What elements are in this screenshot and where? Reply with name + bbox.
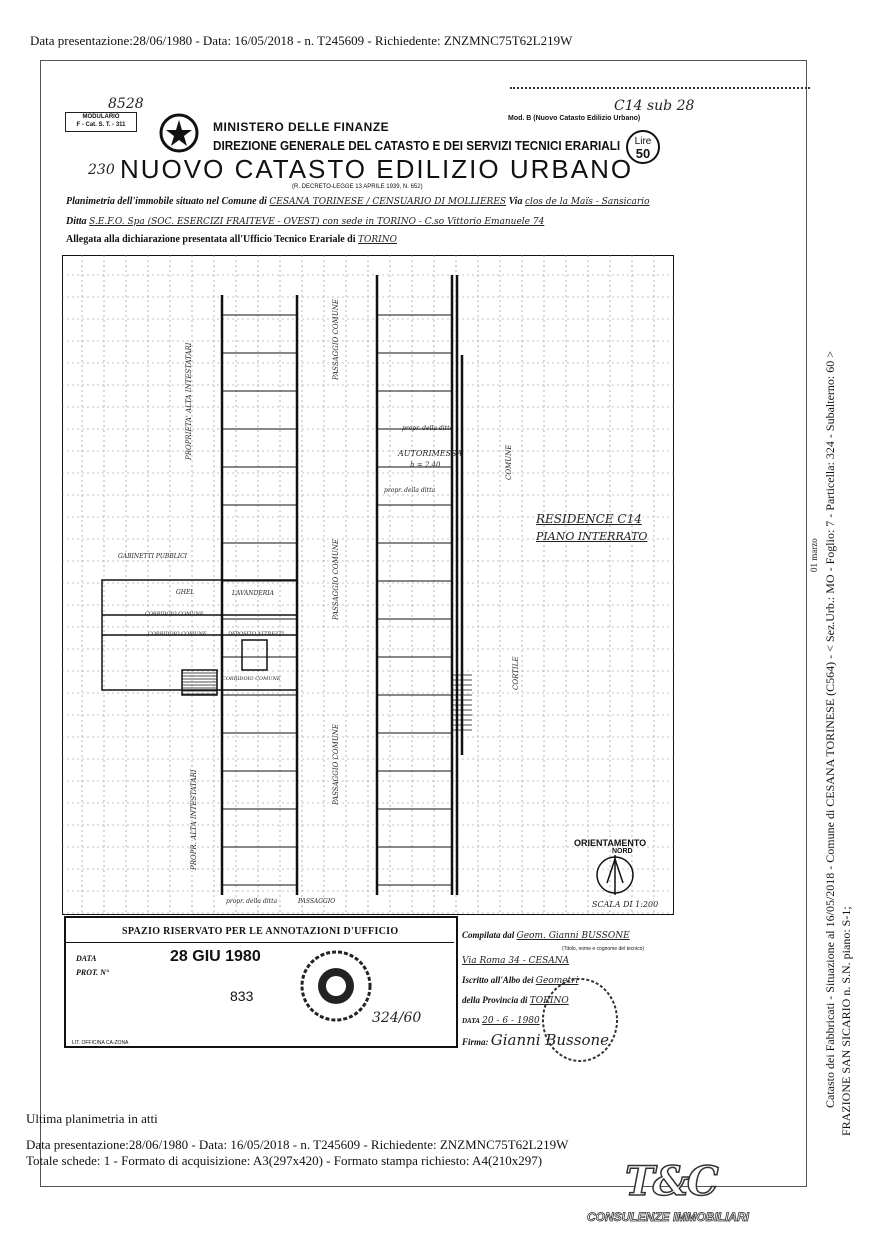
autorimessa-label: AUTORIMESSA bbox=[398, 449, 463, 458]
allegata-label: Allegata alla dichiarazione presentata all'Ufficio Tecnico Erariale di bbox=[66, 234, 356, 245]
modulario-box bbox=[65, 112, 137, 132]
lavanderia-label: LAVANDERIA bbox=[232, 590, 274, 597]
footer-line-1: Data presentazione:28/06/1980 - Data: 16/05/2018 - n. T245609 - Richiedente: ZNZMNC75T62L219W bbox=[26, 1137, 569, 1152]
address-value: Via Roma 34 - CESANA bbox=[462, 956, 570, 966]
proprieta-label-2: PROPR. ALTA INTESTATARI bbox=[190, 769, 198, 870]
provincia-value: TORINO bbox=[529, 996, 569, 1006]
firma-signature: Gianni Bussone bbox=[490, 1031, 610, 1049]
compilata-note: (Titolo, nome e cognome del tecnico) bbox=[562, 946, 645, 952]
ministry-title: MINISTERO DELLE FINANZE bbox=[213, 120, 390, 134]
office-divider bbox=[64, 942, 454, 943]
office-printer: LIT. OFFICINA CA-ZONA bbox=[72, 1040, 129, 1046]
provincia-label: della Provincia di bbox=[462, 995, 528, 1005]
propr-bottom-label: propr. della ditta bbox=[226, 898, 278, 905]
corridoio-label-1: CORRIDOIO COMUNE bbox=[145, 611, 204, 617]
passaggio-label-2: PASSAGGIO COMUNE bbox=[332, 539, 340, 620]
corridoio-label-2: CORRIDOIO COMUNE bbox=[148, 631, 207, 637]
firma-label: Firma: bbox=[462, 1037, 489, 1047]
ghel-label: GHEL bbox=[176, 589, 195, 596]
ditta-line bbox=[66, 216, 544, 227]
residence-label: RESIDENCE C14 bbox=[536, 512, 642, 526]
compiler-stamp-icon bbox=[540, 976, 620, 1064]
orientamento-label: ORIENTAMENTO bbox=[574, 838, 647, 848]
gabinetti-label: GABINETTI PUBBLICI bbox=[118, 553, 188, 560]
emblem-icon bbox=[158, 112, 200, 154]
allegata-value: TORINO bbox=[358, 235, 397, 245]
ditta-value: S.E.F.O. Spa (SOC. ESERCIZI FRAITEVE - OVEST) con sede in TORINO - C.so Vittorio Emanuele 74 bbox=[89, 217, 545, 227]
compilata-label: Compilata dal bbox=[462, 930, 515, 940]
title-prefix: 230 bbox=[88, 162, 115, 178]
office-data-label: DATA bbox=[76, 954, 97, 963]
via-value: clos de la Maïs - Sansicario bbox=[524, 197, 650, 207]
comune-label: COMUNE bbox=[505, 444, 513, 480]
planimetria-label: Planimetria dell'immobile situato nel Comune di bbox=[66, 196, 267, 207]
lire-label: Lire bbox=[634, 136, 652, 147]
logo-mark: T&C bbox=[625, 1158, 717, 1205]
modulario-code: F - Cat. S. T. - 311 bbox=[76, 122, 126, 128]
scala-label: SCALA DI 1:200 bbox=[592, 900, 659, 909]
mod-reference: Mod. B (Nuovo Catasto Edilizio Urbano) bbox=[508, 115, 641, 122]
cortile-label: CORTILE bbox=[512, 656, 520, 690]
office-prot-label: PROT. N° bbox=[76, 968, 110, 977]
via-label: Via bbox=[508, 196, 523, 207]
footer-line-2: Totale schede: 1 - Formato di acquisizione: A3(297x420) - Formato stampa richiesto: A4(210x297) bbox=[26, 1153, 543, 1168]
office-stamp-icon bbox=[298, 948, 374, 1024]
passaggio-label-1: PASSAGGIO COMUNE bbox=[332, 299, 340, 380]
office-prot-value: 833 bbox=[230, 988, 254, 1004]
logo-tagline: CONSULENZE IMMOBILIARI bbox=[587, 1210, 749, 1224]
footer-ultima: Ultima planimetria in atti bbox=[26, 1111, 158, 1126]
office-data-value: 28 GIU 1980 bbox=[170, 948, 261, 965]
compiler-data-value: 20 - 6 - 1980 bbox=[482, 1016, 540, 1026]
modulario-label: MODULARIO bbox=[82, 114, 120, 120]
corridoio-label-3: CORRIDOIO COMUNE bbox=[222, 676, 281, 682]
propr-label-2: propr. della ditta bbox=[384, 487, 436, 494]
iscritto-label: Iscritto all'Albo dei bbox=[462, 975, 534, 985]
handwritten-number: 8528 bbox=[108, 96, 144, 112]
height-label: h = 2.40 bbox=[410, 461, 441, 469]
passaggio-bottom-label: PASSAGGIO bbox=[298, 898, 336, 905]
floor-plan bbox=[62, 255, 674, 915]
margin-mark: 01 marzo bbox=[809, 538, 819, 572]
iscritto-value: Geometri bbox=[535, 976, 579, 986]
main-title: NUOVO CATASTO EDILIZIO URBANO bbox=[120, 154, 634, 184]
nord-label: NORD bbox=[612, 848, 633, 855]
deposito-label: DEPOSITO ATTREZZI bbox=[228, 631, 284, 637]
c14-reference: C14 sub 28 bbox=[614, 98, 695, 114]
passaggio-label-3: PASSAGGIO COMUNE bbox=[332, 724, 340, 805]
allegata-line bbox=[66, 234, 397, 245]
decree-note: (R. DECRETO-LEGGE 13 APRILE 1939, N. 652) bbox=[292, 184, 423, 190]
lire-value: 50 bbox=[635, 146, 651, 161]
compiler-data-label: DATA bbox=[462, 1017, 480, 1025]
direction-title: DIREZIONE GENERALE DEL CATASTO E DEI SERVIZI TECNICI ERARIALI bbox=[213, 138, 621, 153]
proprieta-label-1: PROPRIETA' ALTA INTESTATARI bbox=[185, 342, 193, 460]
header-line: Data presentazione:28/06/1980 - Data: 16/05/2018 - n. T245609 - Richiedente: ZNZMNC75T62L219W bbox=[30, 33, 573, 48]
propr-label-1: propr. della ditta bbox=[402, 425, 454, 432]
comune-value: CESANA TORINESE / CENSUARIO DI MOLLIERES bbox=[269, 197, 507, 207]
planimetria-line bbox=[66, 196, 650, 207]
compilata-row bbox=[462, 926, 672, 946]
office-stamp-ref: 324/60 bbox=[372, 1010, 422, 1026]
side-text-2: FRAZIONE SAN SICARIO n. S.N. piano: S-1; bbox=[839, 906, 853, 1136]
compilata-value: Geom. Gianni BUSSONE bbox=[516, 931, 630, 941]
side-text-1: Catasto dei Fabbricati - Situazione al 16/05/2018 - Comune di CESANA TORINESE (C564) - < Sez.Urb.: MO - Foglio: 7 - Particella: 324 - Subalterno: 60 > bbox=[823, 350, 837, 1108]
piano-label: PIANO INTERRATO bbox=[536, 530, 648, 543]
ditta-label: Ditta bbox=[66, 216, 87, 227]
office-heading: SPAZIO RISERVATO PER LE ANNOTAZIONI D'UFFICIO bbox=[122, 926, 399, 937]
lire-badge bbox=[626, 130, 660, 164]
dotted-divider bbox=[510, 87, 810, 89]
logo bbox=[585, 1158, 765, 1228]
